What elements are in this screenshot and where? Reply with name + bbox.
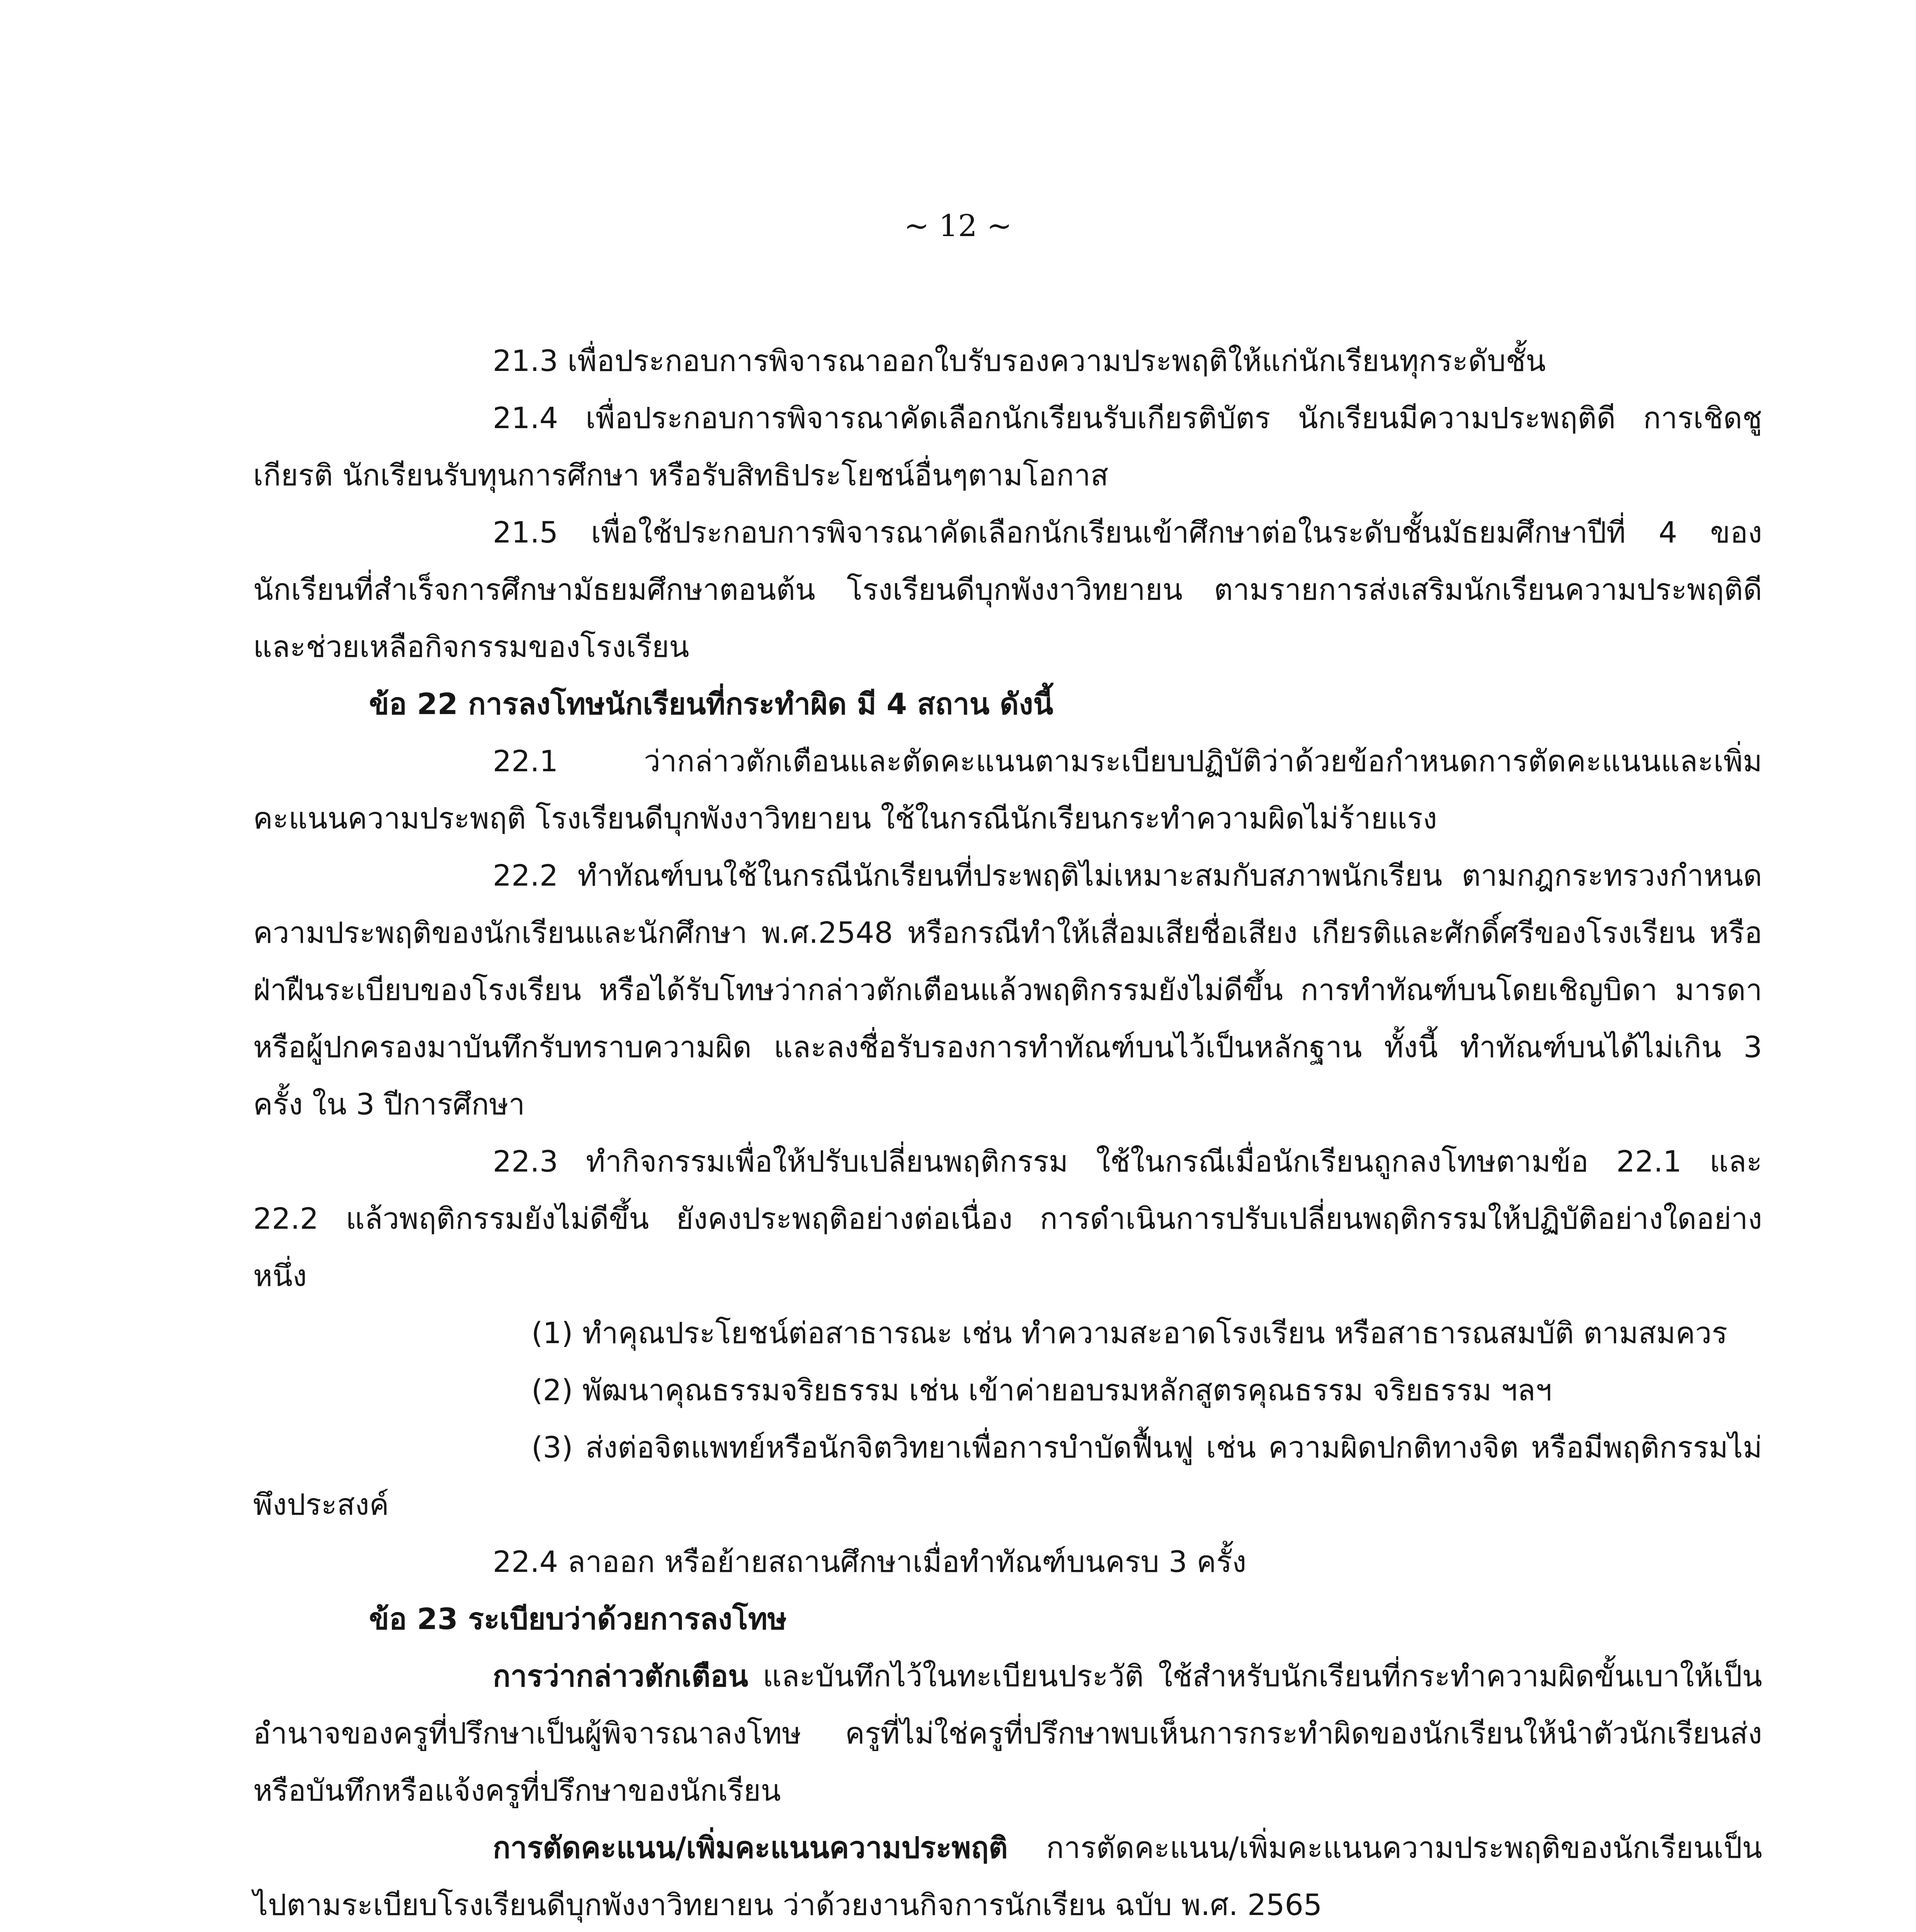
score-lead: การตัดคะแนน/เพิ่มคะแนนความประพฤติ	[493, 1830, 1008, 1865]
document-body	[253, 332, 1762, 1932]
section-heading-23: ข้อ 23 ระเบียบว่าด้วยการลงโทษ	[369, 1602, 787, 1636]
list-item-2: (2) พัฒนาคุณธรรมจริยธรรม เช่น เข้าค่ายอบรมหลักสูตรคุณธรรม จริยธรรม ฯลฯ	[531, 1373, 1552, 1407]
warning-text: และบันทึกไว้ในทะเบียนประวัติ ใช้สำหรับนักเรียนที่กระทำความผิดขั้นเบาให้เป็นอำนาจของครูที่ปรึกษาเป็นผู้พิจารณาลงโทษ ครูที่ไม่ใช่ครูที่ปรึกษาพบเห็นการกระทำผิดของนักเรียนให้นำตัวนักเรียนส่งหรือบันทึกหรือแจ้งครูที่ปรึกษาของนักเรียน	[253, 1659, 1762, 1808]
section-heading-22: ข้อ 22 การลงโทษนักเรียนที่กระทำผิด มี 4 สถาน ดังนี้	[369, 687, 1053, 721]
list-item-3: (3) ส่งต่อจิตแพทย์หรือนักจิตวิทยาเพื่อการบำบัดฟื้นฟู เช่น ความผิดปกติทางจิต หรือมีพฤติกรรมไม่พึงประสงค์	[253, 1430, 1762, 1522]
paragraph-warning	[253, 1648, 1762, 1819]
paragraph-21-4: 21.4 เพื่อประกอบการพิจารณาคัดเลือกนักเรียนรับเกียรติบัตร นักเรียนมีความประพฤติดี การเชิดชูเกียรติ นักเรียนรับทุนการศึกษา หรือรับสิทธิประโยชน์อื่นๆตามโอกาส	[253, 401, 1762, 492]
page-number: ~ 12 ~	[904, 209, 1012, 243]
paragraph-22-3: 22.3 ทำกิจกรรมเพื่อให้ปรับเปลี่ยนพฤติกรรม ใช้ในกรณีเมื่อนักเรียนถูกลงโทษตามข้อ 22.1 และ 22.2 แล้วพฤติกรรมยังไม่ดีขึ้น ยังคงประพฤติอย่างต่อเนื่อง การดำเนินการปรับเปลี่ยนพฤติกรรมให้ปฏิบัติอย่างใดอย่างหนึ่ง	[253, 1144, 1762, 1293]
paragraph-22-2: 22.2 ทำทัณฑ์บนใช้ในกรณีนักเรียนที่ประพฤติไม่เหมาะสมกับสภาพนักเรียน ตามกฎกระทรวงกำหนดความประพฤติของนักเรียนและนักศึกษา พ.ศ.2548 หรือกรณีทำให้เสื่อมเสียชื่อเสียง เกียรติและศักดิ์ศรีของโรงเรียน หรือฝ่าฝืนระเบียบของโรงเรียน หรือได้รับโทษว่ากล่าวตักเตือนแล้วพฤติกรรมยังไม่ดีขึ้น การทำทัณฑ์บนโดยเชิญบิดา มารดา หรือผู้ปกครองมาบันทึกรับทราบความผิด และลงชื่อรับรองการทำทัณฑ์บนไว้เป็นหลักฐาน ทั้งนี้ ทำทัณฑ์บนได้ไม่เกิน 3 ครั้ง ใน 3 ปีการศึกษา	[253, 858, 1762, 1121]
paragraph-score	[253, 1819, 1762, 1932]
warning-lead: การว่ากล่าวตักเตือน	[493, 1659, 749, 1693]
paragraph-22-1: 22.1 ว่ากล่าวตักเตือนและตัดคะแนนตามระเบียบปฏิบัติว่าด้วยข้อกำหนดการตัดคะแนนและเพิ่มคะแนนความประพฤติ โรงเรียนดีบุกพังงาวิทยายน ใช้ในกรณีนักเรียนกระทำความผิดไม่ร้ายแรง	[253, 744, 1762, 835]
paragraph-21-3: 21.3 เพื่อประกอบการพิจารณาออกใบรับรองความประพฤติให้แก่นักเรียนทุกระดับชั้น	[493, 344, 1546, 378]
list-item-1: (1) ทำคุณประโยชน์ต่อสาธารณะ เช่น ทำความสะอาดโรงเรียน หรือสาธารณสมบัติ ตามสมควร	[531, 1316, 1728, 1350]
paragraph-22-4: 22.4 ลาออก หรือย้ายสถานศึกษาเมื่อทำทัณฑ์บนครบ 3 ครั้ง	[493, 1544, 1247, 1579]
score-text: การตัดคะแนน/เพิ่มคะแนนความประพฤติของนักเรียนเป็นไปตามระเบียบโรงเรียนดีบุกพังงาวิทยายน ว่าด้วยงานกิจการนักเรียน ฉบับ พ.ศ. 2565	[253, 1830, 1762, 1922]
paragraph-21-5: 21.5 เพื่อใช้ประกอบการพิจารณาคัดเลือกนักเรียนเข้าศึกษาต่อในระดับชั้นมัธยมศึกษาปีที่ 4 ของนักเรียนที่สำเร็จการศึกษามัธยมศึกษาตอนต้น โรงเรียนดีบุกพังงาวิทยายน ตามรายการส่งเสริมนักเรียนความประพฤติดี และช่วยเหลือกิจกรรมของโรงเรียน	[253, 515, 1762, 664]
